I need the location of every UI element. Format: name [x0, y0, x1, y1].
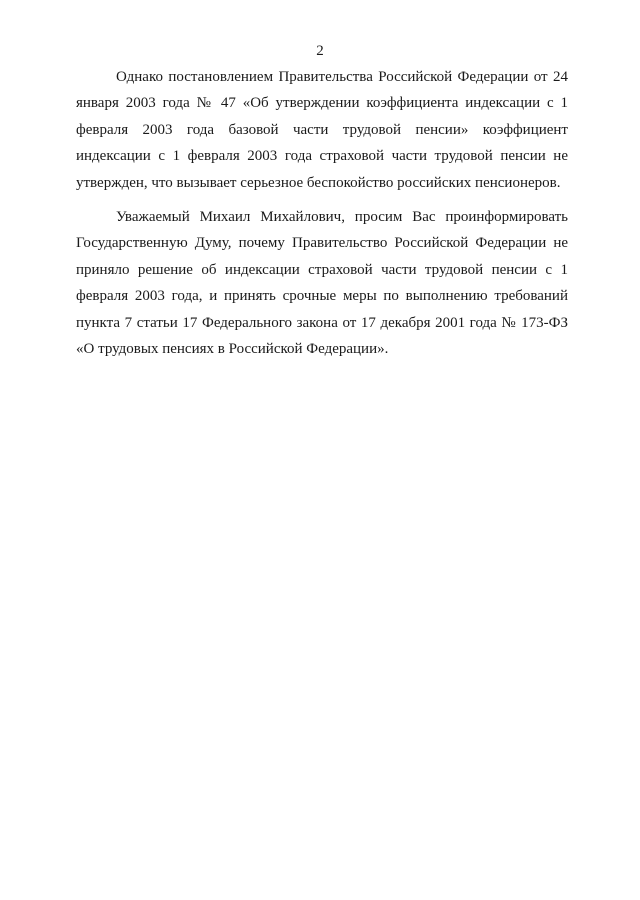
paragraph-2-line-2: Государственную Думу, почему Правительство Российской Федерации не: [76, 235, 568, 252]
paragraph-1-line-2: января 2003 года № 47 «Об утверждении коэффициента индексации с 1: [76, 95, 568, 112]
paragraph-2-line-6: «О трудовых пенсиях в Российской Федерации».: [76, 341, 389, 358]
paragraph-1-line-4: индексации с 1 февраля 2003 года страховой части трудовой пенсии не: [76, 148, 568, 165]
paragraph-2-line-4: февраля 2003 года, и принять срочные меры по выполнению требований: [76, 288, 568, 305]
paragraph-1: [76, 64, 568, 196]
paragraph-1-line-5: утвержден, что вызывает серьезное беспокойство российских пенсионеров.: [76, 174, 561, 191]
page-number: 2: [316, 43, 324, 59]
paragraph-2-line-1: Уважаемый Михаил Михайлович, просим Вас проинформировать: [116, 209, 568, 226]
letter-body: [76, 64, 568, 362]
paragraph-2-line-3: приняло решение об индексации страховой части трудовой пенсии с 1: [76, 261, 568, 278]
paragraph-1-line-3: февраля 2003 года базовой части трудовой пенсии» коэффициент: [76, 121, 568, 138]
paragraph-2: [76, 204, 568, 362]
paragraph-2-line-5: пункта 7 статьи 17 Федерального закона от 17 декабря 2001 года № 173-ФЗ: [76, 314, 568, 331]
paragraph-1-line-1: Однако постановлением Правительства Российской Федерации от 24: [116, 69, 568, 85]
